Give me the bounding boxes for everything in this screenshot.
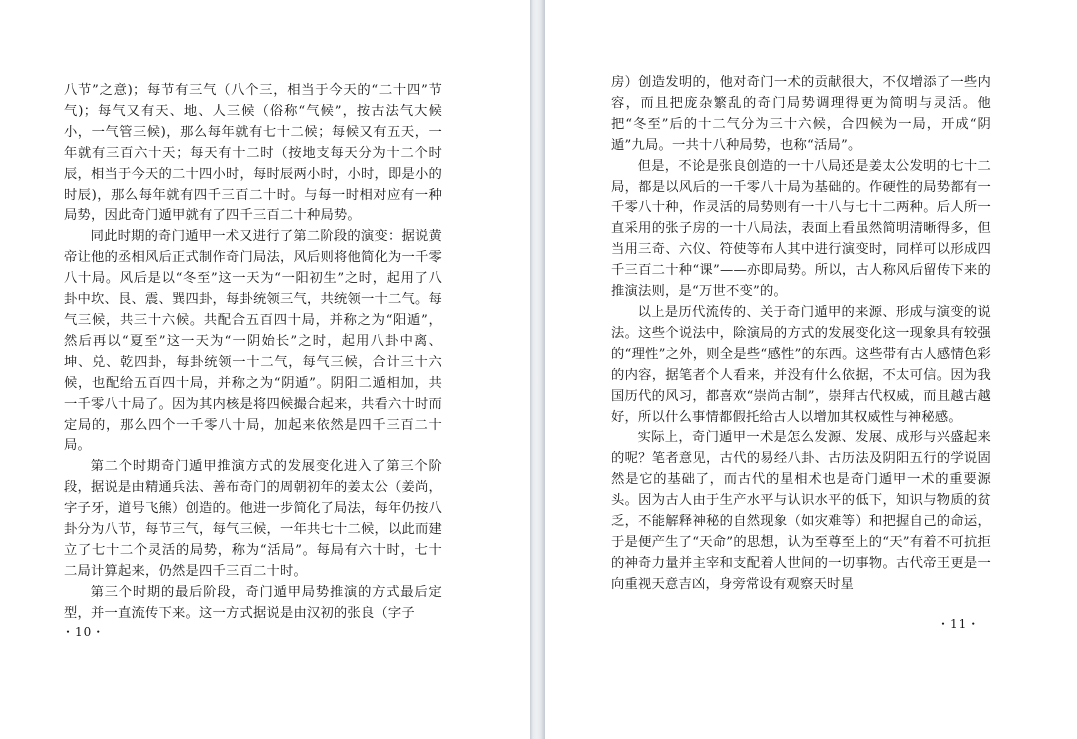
right-page-text [611,73,991,596]
left-page-text [64,81,442,625]
paragraph: 房）创造发明的，他对奇门一术的贡献很大，不仅增添了一些内容，而且把庞杂繁乱的奇门局势调理得更为简明与灵活。他把“冬至”后的十二气分为三十六候，合四候为一局，开成“阴遁”九局。一共十八种局势，也称“活局”。 [611,75,991,153]
paragraph: 实际上，奇门遁甲一术是怎么发源、发展、成形与兴盛起来的呢？笔者意见，古代的易经八卦、古历法及阴阳五行的学说固然是它的基础了，而古代的星相术也是奇门遁甲一术的重要源头。因为古人由于生产水平与认识水平的低下，知识与物质的贫乏，不能解释神秘的自然现象（如灾难等）和把握自己的命运，于是便产生了“天命”的思想，认为至尊至上的“天”有着不可抗拒的神奇力量并主宰和支配着人世间的一切事物。古代帝王更是一向重视天意吉凶，身旁常设有观察天时星 [611,430,991,592]
paragraph: 八节”之意)；每节有三气（八个三，相当于今天的“二十四”节气)；每气又有天、地、人三候（俗称“气候”，按古法气大候小，一气管三候)，那么每年就有七十二候；每候又有五天，一年就有三百六十天；每天有十二时（按地支每天分为十二个时辰，相当于今天的二十四小时，每时辰两小时，小时，即是小的时辰)，那么每年就有四千三百二十时。与每一时相对应有一种局势，因此奇门遁甲就有了四千三百二十种局势。 [64,83,442,224]
paragraph: 同此时期的奇门遁甲一术又进行了第二阶段的演变：据说黄帝让他的丞相风后正式制作奇门局法，风后则将他简化为一千零八十局。风后是以“冬至”这一天为“一阳初生”之时，起用了八卦中坎、艮、震、巽四卦，每卦统领三气，共统领一十二气。每气三候，共三十六候。共配合五百四十局，并称之为“阳遁”，然后再以“夏至”这一天为“一阴始长”之时，起用八卦中离、坤、兑、乾四卦，每卦统领一十二气，每气三候，合计三十六候，也配给五百四十局，并称之为“阴遁”。阴阳二遁相加，共一千零八十局了。因为其内核是将四候撮合起来，共看六十时而定局的，那么四个一千零八十局，加起来依然是四千三百二十局。 [64,229,442,454]
paragraph: 第三个时期的最后阶段，奇门遁甲局势推演的方式最后定型，并一直流传下来。这一方式据说是由汉初的张良（字子 [64,584,442,621]
paragraph: 以上是历代流传的、关于奇门遁甲的来源、形成与演变的说法。这些个说法中，除演局的方式的发展变化这一现象具有较强的“理性”之外，则全是些“感性”的东西。这些带有古人感情色彩的内容，据笔者个人看来，并没有什么依据，不太可信。因为我国历代的风习，都喜欢“崇尚古制”，崇拜古代权威，而且越古越好，所以什么事情都假托给古人以增加其权威性与神秘感。 [611,304,991,425]
page-gutter [530,0,545,739]
right-page [545,0,1077,739]
page-number: ・10・ [62,625,106,639]
page-number: ・11・ [937,617,981,631]
paragraph: 第二个时期奇门遁甲推演方式的发展变化进入了第三个阶段，据说是由精通兵法、善布奇门的周朝初年的姜太公（姜尚，字子牙，道号飞熊）创造的。他进一步简化了局法，每年仍按八卦分为八节，每节三气，每气三候，一年共七十二候，以此而建立了七十二个灵活的局势，称为“活局”。每局有六十时，七十二局计算起来，仍然是四千三百二十时。 [64,459,442,579]
left-page [0,0,530,739]
paragraph: 但是，不论是张良创造的一十八局还是姜太公发明的七十二局，都是以风后的一千零八十局为基础的。作硬性的局势都有一千零八十种，作灵活的局势则有一十八与七十二两种。后人所一直采用的张子房的一十八局法，表面上看虽然简明清晰得多，但当用三奇、六仪、符使等布人其中进行演变时，同样可以形成四千三百二十种“课”——亦即局势。所以，古人称风后留传下来的推演法则，是“万世不变”的。 [611,158,991,300]
